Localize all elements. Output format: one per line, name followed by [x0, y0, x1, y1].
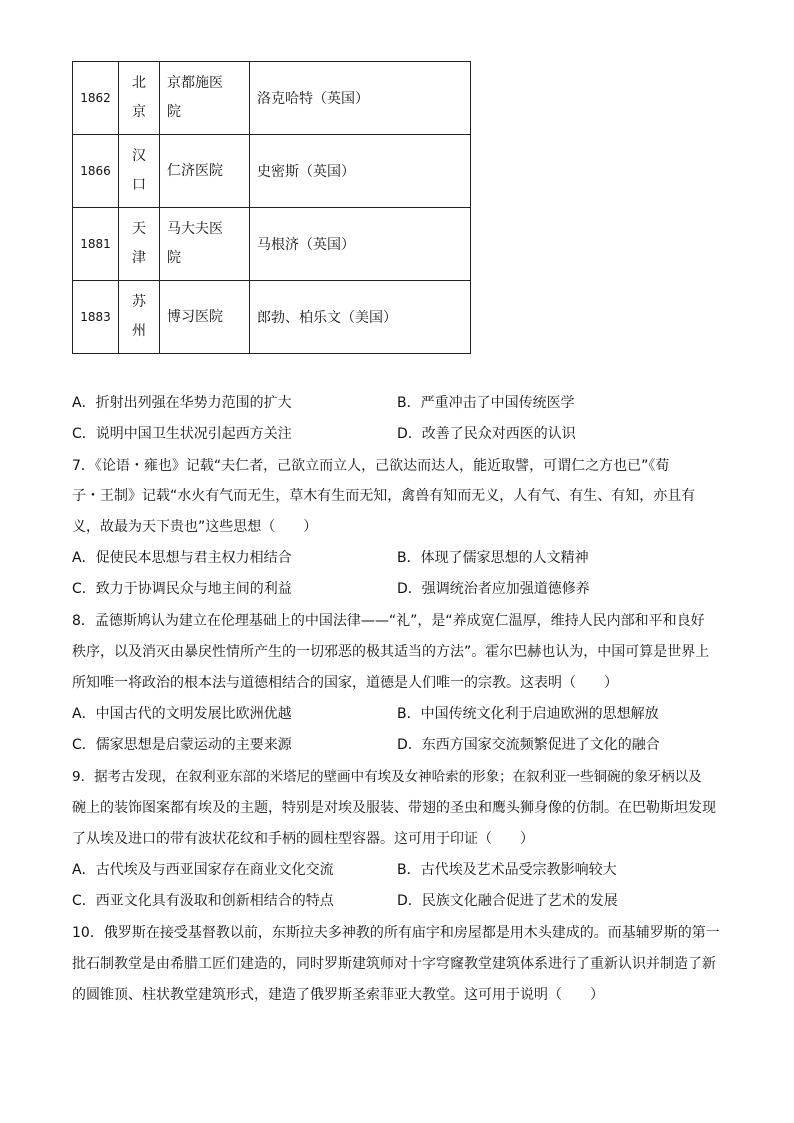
q7-stem-line: 7．《论语・雍也》记载“夫仁者，己欲立而立人，己欲达而达人，能近取譬，可谓仁之方也已”《荀 — [72, 458, 670, 474]
year-cell: 1866 — [73, 135, 119, 208]
q7-option-c[interactable]: C．致力于协调民众与地主间的利益 — [72, 581, 292, 597]
q8-option-b[interactable]: B．中国传统文化利于启迪欧洲的思想解放 — [397, 706, 659, 722]
q8-stem-line: 8．孟德斯鸠认为建立在伦理基础上的中国法律——“礼”，是“养成宽仁温厚，维持人民内部和平和良好 — [72, 613, 705, 629]
q10-stem-line: 10．俄罗斯在接受基督教以前，东斯拉夫多神教的所有庙宇和房屋都是用木头建成的。而基辅罗斯的第一 — [72, 925, 720, 941]
q7-option-a[interactable]: A．促使民本思想与君主权力相结合 — [72, 550, 292, 566]
q6-option-d[interactable]: D．改善了民众对西医的认识 — [397, 426, 576, 442]
hospital-table — [72, 61, 471, 354]
q9-stem-line: 9．据考古发现，在叙利亚东部的米塔尼的壁画中有埃及女神哈索的形象；在叙利亚一些铜碗的象牙柄以及 — [72, 769, 702, 785]
q7-stem-line: 子・王制》记载“水火有气而无生，草木有生而无知，禽兽有知而无义，人有气、有生、有知，亦且有 — [72, 488, 696, 504]
q8-option-d[interactable]: D．东西方国家交流频繁促进了文化的融合 — [397, 737, 660, 753]
q6-option-b[interactable]: B．严重冲击了中国传统医学 — [397, 395, 575, 411]
q7-option-b[interactable]: B．体现了儒家思想的人文精神 — [397, 550, 589, 566]
q9-option-a[interactable]: A．古代埃及与西亚国家存在商业文化交流 — [72, 862, 334, 878]
q8-option-a[interactable]: A．中国古代的文明发展比欧洲优越 — [72, 706, 292, 722]
q9-stem-line: 碗上的装饰图案都有埃及的主题，特别是对埃及服装、带翅的圣虫和鹰头狮身像的仿制。在巴勒斯坦发现 — [72, 800, 716, 816]
founder-cell: 马根济（英国） — [250, 208, 471, 281]
q6-option-a[interactable]: A．折射出列强在华势力范围的扩大 — [72, 395, 292, 411]
q9-option-d[interactable]: D．民族文化融合促进了艺术的发展 — [397, 893, 618, 909]
founder-cell: 史密斯（英国） — [250, 135, 471, 208]
q7-stem-line: 义，故最为天下贵也”这些思想（ ） — [72, 519, 318, 535]
q9-option-c[interactable]: C．西亚文化具有汲取和创新相结合的特点 — [72, 893, 334, 909]
hospital-name-cell: 京都施医 院 — [160, 62, 250, 135]
table-row — [73, 135, 471, 208]
table-row — [73, 62, 471, 135]
hospital-name-cell: 马大夫医 院 — [160, 208, 250, 281]
q10-stem-line: 的圆锥顶、柱状教堂建筑形式，建造了俄罗斯圣索菲亚大教堂。这可用于说明（ ） — [72, 987, 604, 1003]
q9-stem-line: 了从埃及进口的带有波状花纹和手柄的圆柱型容器。这可用于印证（ ） — [72, 831, 534, 847]
city-cell: 北 京 — [119, 62, 160, 135]
city-cell: 汉 口 — [119, 135, 160, 208]
city-cell: 天 津 — [119, 208, 160, 281]
q7-option-d[interactable]: D．强调统治者应加强道德修养 — [397, 581, 590, 597]
q9-option-b[interactable]: B．古代埃及艺术品受宗教影响较大 — [397, 862, 617, 878]
q8-stem-line: 所知唯一将政治的根本法与道德相结合的国家，道德是人们唯一的宗教。这表明（ ） — [72, 675, 618, 691]
hospital-name-cell: 博习医院 — [160, 281, 250, 354]
table-row — [73, 208, 471, 281]
table-row — [73, 281, 471, 354]
q8-option-c[interactable]: C．儒家思想是启蒙运动的主要来源 — [72, 737, 292, 753]
q6-option-c[interactable]: C．说明中国卫生状况引起西方关注 — [72, 426, 292, 442]
q8-stem-line: 秩序，以及消灭由暴戾性情所产生的一切邪恶的极其适当的方法”。霍尔巴赫也认为，中国可算是世界上 — [72, 644, 710, 660]
founder-cell: 洛克哈特（英国） — [250, 62, 471, 135]
year-cell: 1881 — [73, 208, 119, 281]
city-cell: 苏 州 — [119, 281, 160, 354]
year-cell: 1862 — [73, 62, 119, 135]
hospital-name-cell: 仁济医院 — [160, 135, 250, 208]
q10-stem-line: 批石制教堂是由希腊工匠们建造的，同时罗斯建筑师对十字穹窿教堂建筑体系进行了重新认识并制造了新 — [72, 956, 716, 972]
year-cell: 1883 — [73, 281, 119, 354]
founder-cell: 郎勃、柏乐文（美国） — [250, 281, 471, 354]
